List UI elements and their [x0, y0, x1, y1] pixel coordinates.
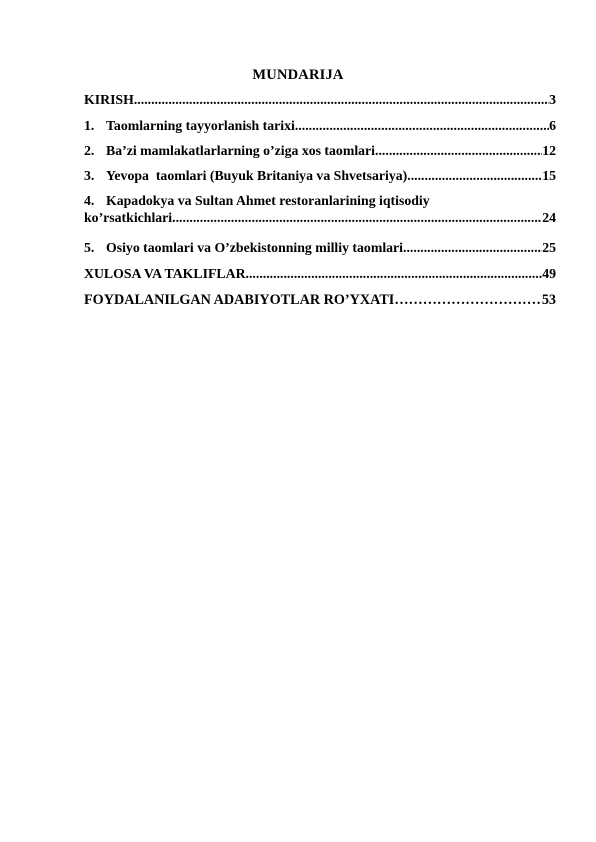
- toc-entry-page: 53: [541, 292, 556, 308]
- toc-entry-label: Ba’zi mamlakatlarlarning o’ziga xos taomlari: [106, 143, 376, 158]
- toc-entry-label: Osiyo taomlari va O’zbekistonning milliy taomlari: [106, 240, 404, 255]
- toc-entry-number: 4.: [84, 193, 95, 208]
- toc-entry-page: 12: [542, 143, 556, 158]
- toc-entry-label: KIRISH: [84, 92, 134, 107]
- toc-entry-page: 3: [549, 92, 556, 107]
- toc-entry-label: Kapadokya va Sultan Ahmet restoranlarining iqtisodiy: [106, 193, 430, 208]
- toc-entry-label: XULOSA VA TAKLIFLAR: [84, 266, 246, 281]
- toc-entry-label: Taomlarning tayyorlanish tarixi: [106, 118, 295, 133]
- toc-entry-4[interactable]: [84, 192, 556, 210]
- toc-entry-number: 5.: [84, 240, 95, 255]
- toc-entry-4-continuation[interactable]: [84, 209, 556, 227]
- toc-entry-adabiyotlar[interactable]: [84, 291, 556, 309]
- toc-leader-dots: [375, 142, 542, 160]
- toc-leader-dots: [172, 209, 542, 227]
- toc-leader-dots: [134, 91, 549, 109]
- toc-leader-dots: [246, 265, 543, 283]
- toc-entry-page: 24: [542, 210, 556, 225]
- toc-entry-number: 2.: [84, 143, 95, 158]
- toc-entry-page: 49: [542, 266, 556, 281]
- toc-entry-number: 3.: [84, 168, 95, 183]
- page-title: MUNDARIJA: [252, 67, 344, 83]
- toc-entry-label: Yevopa taomlari (Buyuk Britaniya va Shvetsariya): [106, 168, 408, 183]
- toc-entry-page: 15: [542, 168, 556, 183]
- toc-entry-xulosa[interactable]: [84, 265, 556, 283]
- toc-leader-dots: [407, 167, 542, 185]
- toc-entry-1[interactable]: [84, 117, 556, 135]
- toc-leader-dots: [295, 117, 549, 135]
- toc-leader-dots: [403, 239, 542, 257]
- toc-leader-dots: [394, 291, 542, 309]
- toc-entry-3[interactable]: [84, 167, 556, 185]
- toc-entry-page: 25: [542, 240, 556, 255]
- toc-entry-kirish[interactable]: [84, 91, 556, 109]
- toc-entry-number: 1.: [84, 118, 95, 133]
- toc-entry-5[interactable]: [84, 239, 556, 257]
- toc-entry-label: FOYDALANILGAN ADABIYOTLAR RO’YXATI: [84, 292, 395, 308]
- toc-entry-page: 6: [549, 118, 556, 133]
- toc-entry-label-continued: ko’rsatkichlari: [84, 210, 173, 225]
- toc-entry-2[interactable]: [84, 142, 556, 160]
